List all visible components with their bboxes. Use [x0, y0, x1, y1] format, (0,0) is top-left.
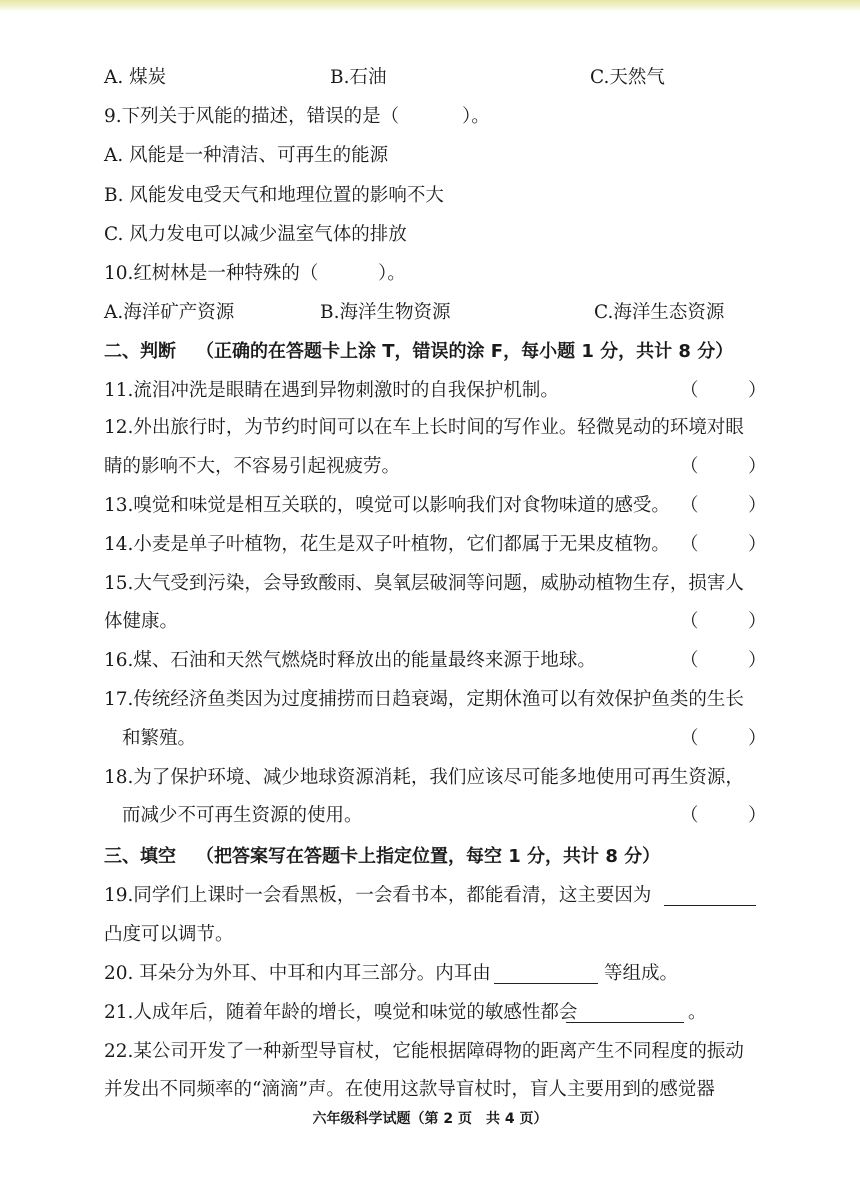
q12-line1 — [0, 413, 860, 443]
q17-text-1: 17.传统经济鱼类因为过度捕捞而日趋衰竭，定期休渔可以有效保护鱼类的生长 — [104, 689, 744, 710]
q16-paren-open: （ — [680, 650, 699, 671]
q15-paren-close: ） — [748, 611, 767, 632]
q18-text-1: 18.为了保护环境、减少地球资源消耗，我们应该尽可能多地使用可再生资源， — [104, 767, 744, 788]
section3-heading — [0, 842, 860, 872]
q13-paren-open: （ — [680, 495, 699, 516]
q15-text-1: 15.大气受到污染，会导致酸雨、臭氧层破洞等问题，威胁动植物生存，损害人 — [104, 573, 744, 594]
q11 — [0, 376, 860, 406]
q22-line1 — [0, 1037, 860, 1067]
q8-options — [0, 63, 860, 93]
q14 — [0, 530, 860, 560]
q9-stem-end: ）。 — [462, 106, 490, 127]
q21-text-b: 。 — [688, 1002, 707, 1023]
q20-text-b: 等组成。 — [604, 963, 679, 984]
q10-stem-end: ）。 — [378, 263, 406, 284]
q11-text: 11.流泪冲洗是眼睛在遇到异物刺激时的自我保护机制。 — [104, 380, 559, 401]
q18-line1 — [0, 763, 860, 793]
q17-paren-close: ） — [748, 728, 767, 749]
q10-stem — [0, 259, 860, 289]
q10-stem-text: 10.红树林是一种特殊的（ — [104, 263, 319, 284]
q14-paren-close: ） — [748, 534, 767, 555]
section3-desc: （把答案写在答题卡上指定位置，每空 1 分，共计 8 分） — [196, 846, 661, 867]
page-footer: 六年级科学试题（第 2 页 共 4 页） — [312, 1111, 548, 1127]
q18-paren-open: （ — [680, 805, 699, 826]
q21-text-a: 21.人成年后，随着年龄的增长，嗅觉和味觉的敏感性都会 — [104, 1002, 578, 1023]
q13 — [0, 491, 860, 521]
q17-line1 — [0, 685, 860, 715]
q9-stem — [0, 102, 860, 132]
q9-option-b — [0, 181, 860, 211]
q22-line2 — [0, 1075, 860, 1105]
q8-option-b: B.石油 — [330, 67, 387, 88]
q10-option-b: B.海洋生物资源 — [320, 302, 451, 323]
q20 — [0, 959, 860, 989]
q12-paren-open: （ — [680, 456, 699, 477]
q22-text-2: 并发出不同频率的“滴滴”声。在使用这款导盲杖时，盲人主要用到的感觉器 — [104, 1079, 715, 1100]
q17-line2 — [0, 724, 860, 754]
q19-line1 — [0, 881, 860, 911]
section2-heading — [0, 337, 860, 367]
q12-text-2: 睛的影响不大，不容易引起视疲劳。 — [104, 456, 401, 477]
q9-option-c-text: C. 风力发电可以减少温室气体的排放 — [104, 224, 407, 245]
q9-option-b-text: B. 风能发电受天气和地理位置的影响不大 — [104, 185, 444, 206]
q12-line2 — [0, 452, 860, 482]
section2-desc: （正确的在答题卡上涂 T，错误的涂 F，每小题 1 分，共计 8 分） — [196, 341, 734, 362]
q18-text-2: 而减少不可再生资源的使用。 — [122, 805, 363, 826]
q9-option-a-text: A. 风能是一种清洁、可再生的能源 — [104, 145, 389, 166]
q15-paren-open: （ — [680, 611, 699, 632]
q10-options — [0, 298, 860, 328]
q19-answer-blank — [664, 881, 756, 906]
q19-line2 — [0, 920, 860, 950]
q21-answer-blank — [566, 998, 684, 1023]
q9-stem-text: 9.下列关于风能的描述，错误的是（ — [104, 106, 400, 127]
q9-option-c — [0, 220, 860, 250]
q17-text-2: 和繁殖。 — [122, 728, 197, 749]
q13-paren-close: ） — [748, 495, 767, 516]
q15-line2 — [0, 607, 860, 637]
q19-text-2: 凸度可以调节。 — [104, 924, 234, 945]
q19-text-1: 19.同学们上课时一会看黑板，一会看书本，都能看清，这主要因为 — [104, 885, 652, 906]
q9-option-a — [0, 141, 860, 171]
q20-text-a: 20. 耳朵分为外耳、中耳和内耳三部分。内耳由 — [104, 963, 491, 984]
q16-paren-close: ） — [748, 650, 767, 671]
q12-paren-close: ） — [748, 456, 767, 477]
q22-text-1: 22.某公司开发了一种新型导盲杖，它能根据障碍物的距离产生不同程度的振动 — [104, 1041, 744, 1062]
q15-line1 — [0, 569, 860, 599]
q14-text: 14.小麦是单子叶植物，花生是双子叶植物，它们都属于无果皮植物。 — [104, 534, 670, 555]
q14-paren-open: （ — [680, 534, 699, 555]
q10-option-a: A.海洋矿产资源 — [104, 302, 235, 323]
q18-line2 — [0, 801, 860, 831]
q15-text-2: 体健康。 — [104, 611, 179, 632]
section2-title: 二、判断 — [104, 341, 176, 362]
q11-paren-close: ） — [748, 380, 767, 401]
q12-text-1: 12.外出旅行时，为节约时间可以在车上长时间的写作业。轻微晃动的环境对眼 — [104, 417, 744, 438]
q10-option-c: C.海洋生态资源 — [594, 302, 725, 323]
q8-option-c: C.天然气 — [590, 67, 665, 88]
q13-text: 13.嗅觉和味觉是相互关联的，嗅觉可以影响我们对食物味道的感受。 — [104, 495, 670, 516]
q8-option-a: A. 煤炭 — [104, 67, 167, 88]
section3-title: 三、填空 — [104, 846, 176, 867]
q18-paren-close: ） — [748, 805, 767, 826]
q20-answer-blank — [494, 959, 598, 984]
q16-text: 16.煤、石油和天然气燃烧时释放出的能量最终来源于地球。 — [104, 650, 596, 671]
q21 — [0, 998, 860, 1028]
q11-paren-open: （ — [680, 380, 699, 401]
q17-paren-open: （ — [680, 728, 699, 749]
q16 — [0, 646, 860, 676]
